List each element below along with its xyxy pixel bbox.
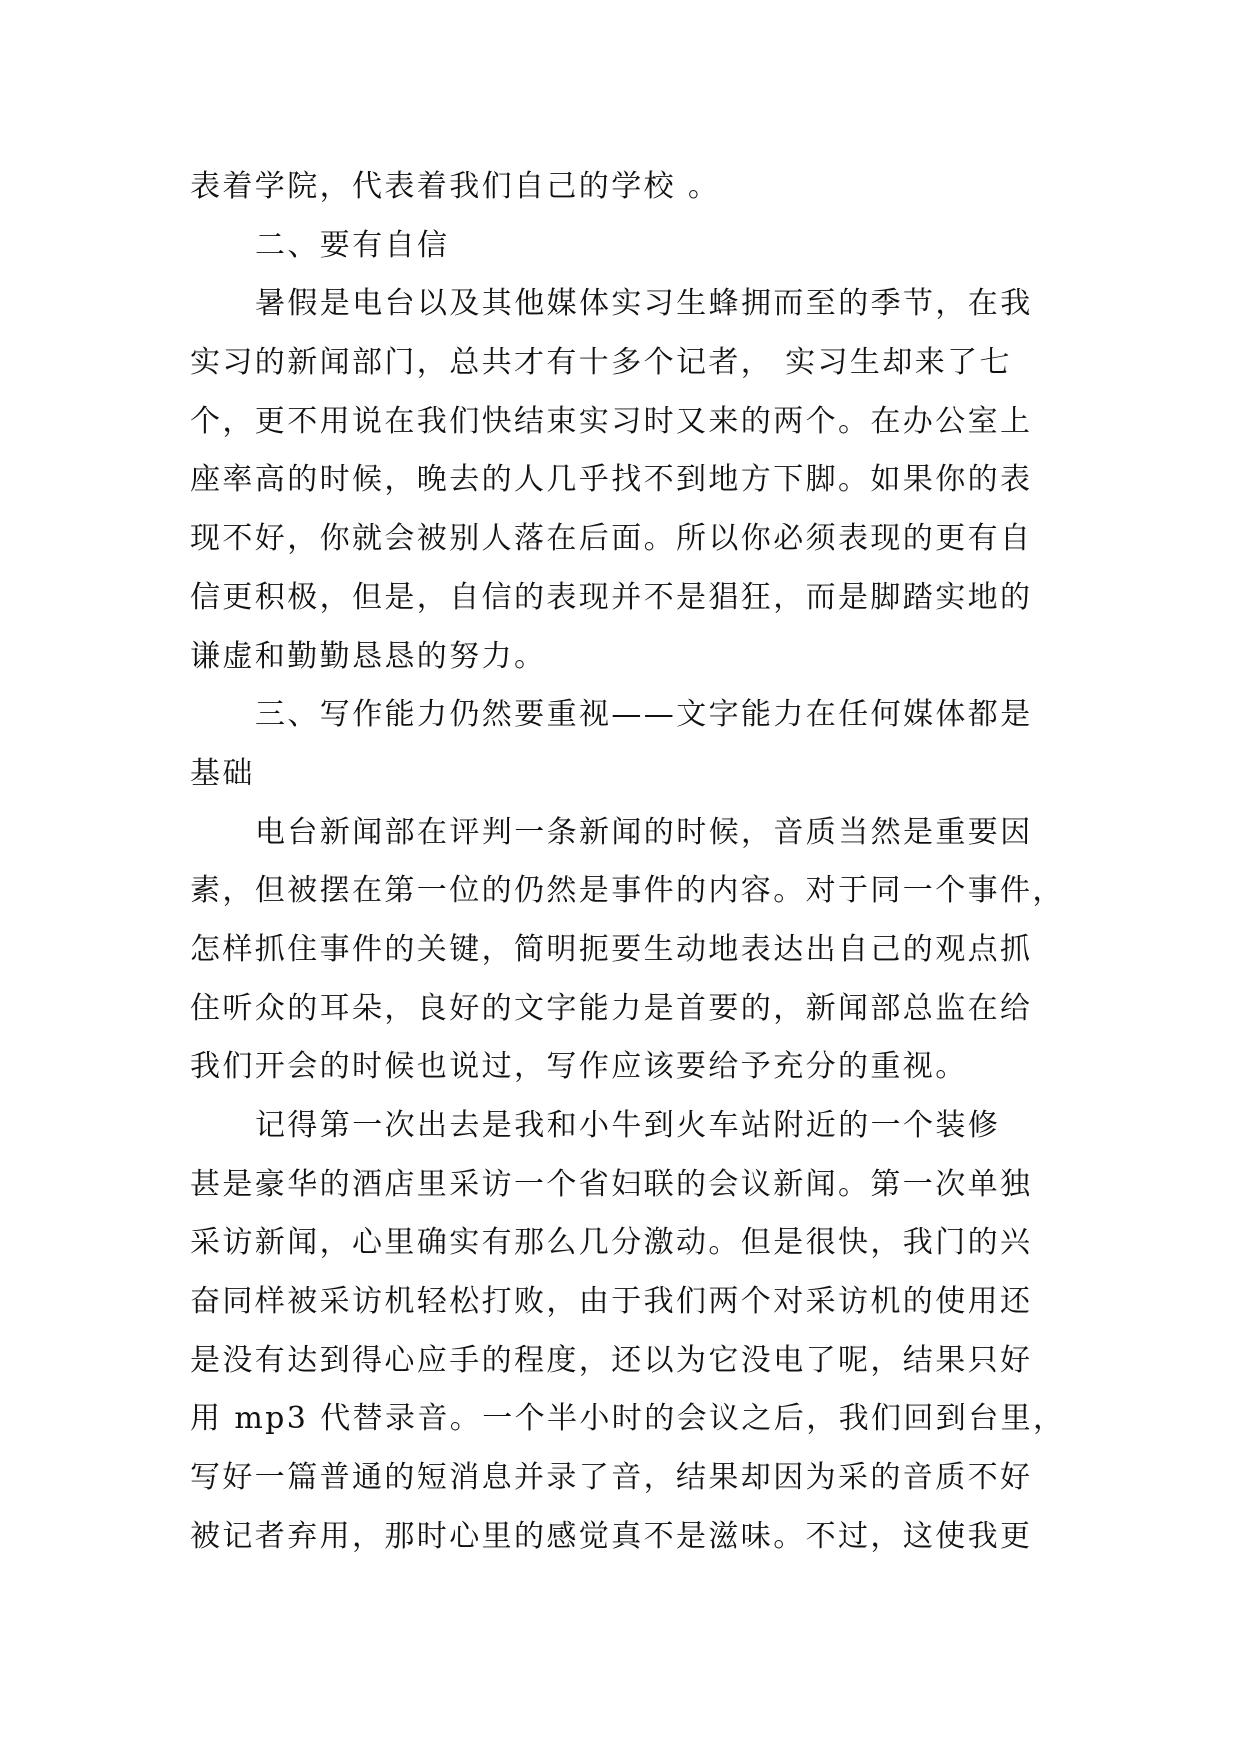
text-line: 记得第一次出去是我和小牛到火车站附近的一个装修: [255, 1108, 1001, 1143]
text-line: 暑假是电台以及其他媒体实习生蜂拥而至的季节，在我: [255, 286, 1033, 322]
text-line: 住听众的耳朵，良好的文字能力是首要的，新闻部总监在给: [190, 990, 1033, 1026]
section-heading-continued: 基础: [190, 755, 255, 791]
text-line: 表着学院，代表着我们自己的学校 。: [190, 169, 721, 204]
text-line: 我们开会的时候也说过，写作应该要给予充分的重视。: [190, 1049, 968, 1085]
text-line: 个，更不用说在我们快结束实习时又来的两个。在办公室上: [190, 403, 1033, 439]
text-line: 实习的新闻部门，总共才有十多个记者， 实习生却来了七: [190, 345, 1012, 381]
text-line: 甚是豪华的酒店里采访一个省妇联的会议新闻。第一次单独: [190, 1166, 1033, 1202]
text-line: 是没有达到得心应手的程度，还以为它没电了呢，结果只好: [190, 1342, 1033, 1378]
text-line: 怎样抓住事件的关键，简明扼要生动地表达出自己的观点抓: [190, 931, 1033, 967]
text-line: 素，但被摆在第一位的仍然是事件的内容。对于同一个事件，: [190, 873, 1065, 909]
text-line: 信更积极，但是，自信的表现并不是猖狂，而是脚踏实地的: [190, 579, 1033, 615]
text-line: 现不好，你就会被别人落在后面。所以你必须表现的更有自: [190, 521, 1033, 557]
section-heading: 二、要有自信: [255, 227, 450, 263]
document-body: [190, 158, 1066, 1567]
text-line: 电台新闻部在评判一条新闻的时候，音质当然是重要因: [255, 814, 1033, 850]
text-line: 谦虚和勤勤恳恳的努力。: [190, 638, 547, 674]
section-heading: 三、写作能力仍然要重视——文字能力在任何媒体都是: [255, 697, 1033, 733]
text-line: 用 mp3 代替录音。一个半小时的会议之后，我们回到台里，: [190, 1401, 1066, 1437]
text-line: 写好一篇普通的短消息并录了音，结果却因为采的音质不好: [190, 1460, 1033, 1496]
text-line: 被记者弃用，那时心里的感觉真不是滋味。不过，这使我更: [190, 1518, 1033, 1554]
text-line: 奋同样被采访机轻松打败，由于我们两个对采访机的使用还: [190, 1284, 1033, 1320]
text-line: 采访新闻，心里确实有那么几分激动。但是很快，我门的兴: [190, 1225, 1033, 1261]
text-line: 座率高的时候，晚去的人几乎找不到地方下脚。如果你的表: [190, 462, 1033, 498]
